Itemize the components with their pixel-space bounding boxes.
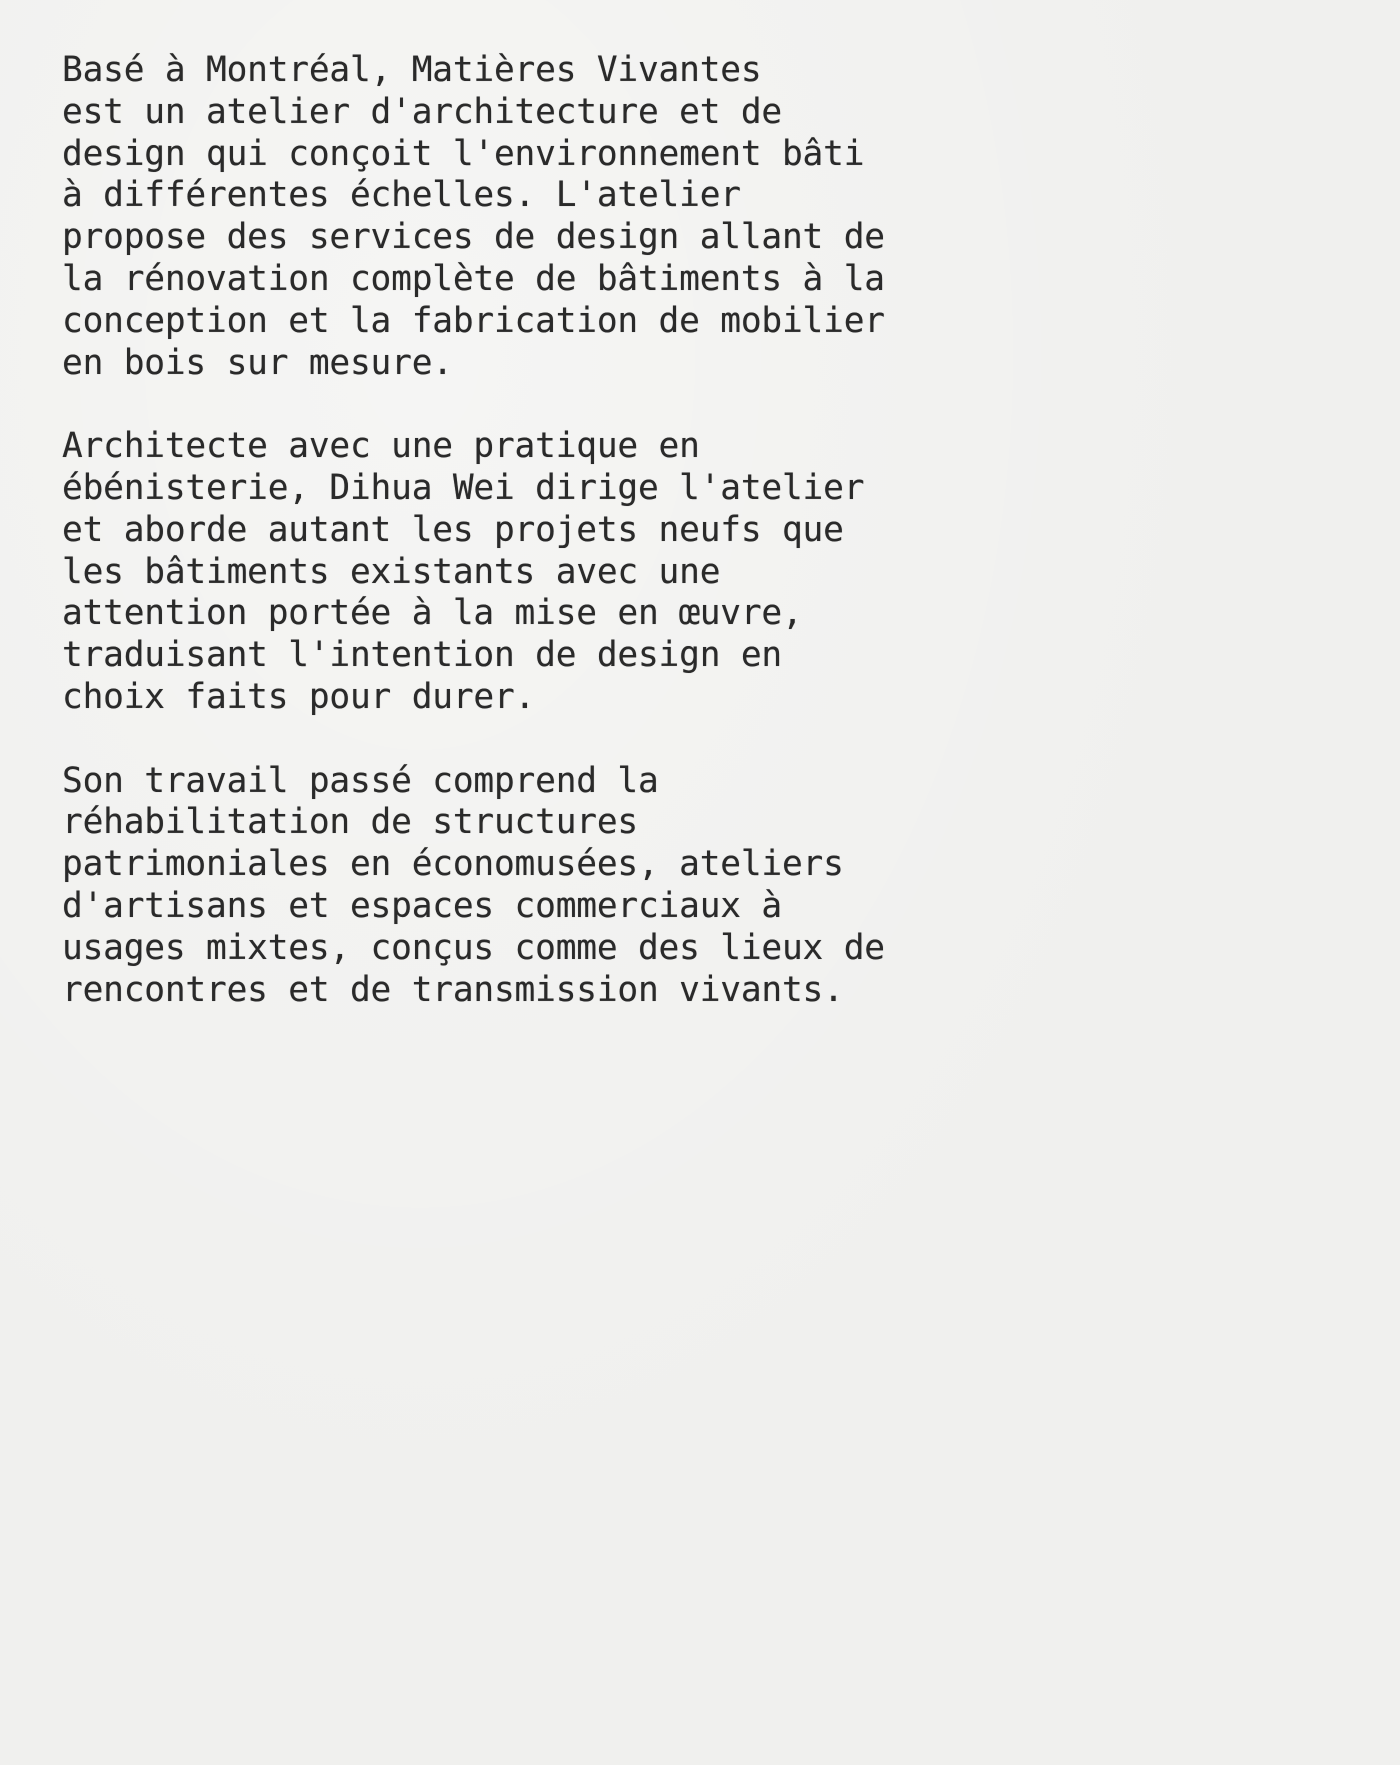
- text-line: rencontres et de transmission vivants.: [62, 969, 844, 1010]
- text-line: patrimoniales en économusées, ateliers: [62, 844, 844, 885]
- text-line: les bâtiments existants avec une: [62, 551, 721, 592]
- text-line: attention portée à la mise en œuvre,: [62, 593, 803, 634]
- paragraph-architect-bio: [62, 426, 962, 719]
- text-line: conception et la fabrication de mobilier: [62, 300, 885, 341]
- text-line: Basé à Montréal, Matières Vivantes: [62, 50, 762, 90]
- text-line: choix faits pour durer.: [62, 676, 536, 717]
- text-line: en bois sur mesure.: [62, 342, 453, 383]
- paragraph-past-work: [62, 761, 962, 1012]
- text-line: la rénovation complète de bâtiments à la: [62, 258, 885, 299]
- text-line: traduisant l'intention de design en: [62, 635, 782, 676]
- text-line: réhabilitation de structures: [62, 802, 638, 843]
- text-line: Son travail passé comprend la: [62, 760, 659, 801]
- paragraph-studio-intro: [62, 50, 962, 384]
- text-line: design qui conçoit l'environnement bâti: [62, 133, 865, 174]
- text-line: et aborde autant les projets neufs que: [62, 509, 844, 550]
- text-line: usages mixtes, conçus comme des lieux de: [62, 927, 885, 968]
- body-text: [62, 50, 962, 1053]
- text-line: est un atelier d'architecture et de: [62, 91, 782, 132]
- text-line: à différentes échelles. L'atelier: [62, 175, 741, 216]
- text-line: Architecte avec une pratique en: [62, 426, 700, 467]
- text-line: d'artisans et espaces commerciaux à: [62, 885, 782, 926]
- text-line: ébénisterie, Dihua Wei dirige l'atelier: [62, 467, 865, 508]
- text-line: propose des services de design allant de: [62, 217, 885, 258]
